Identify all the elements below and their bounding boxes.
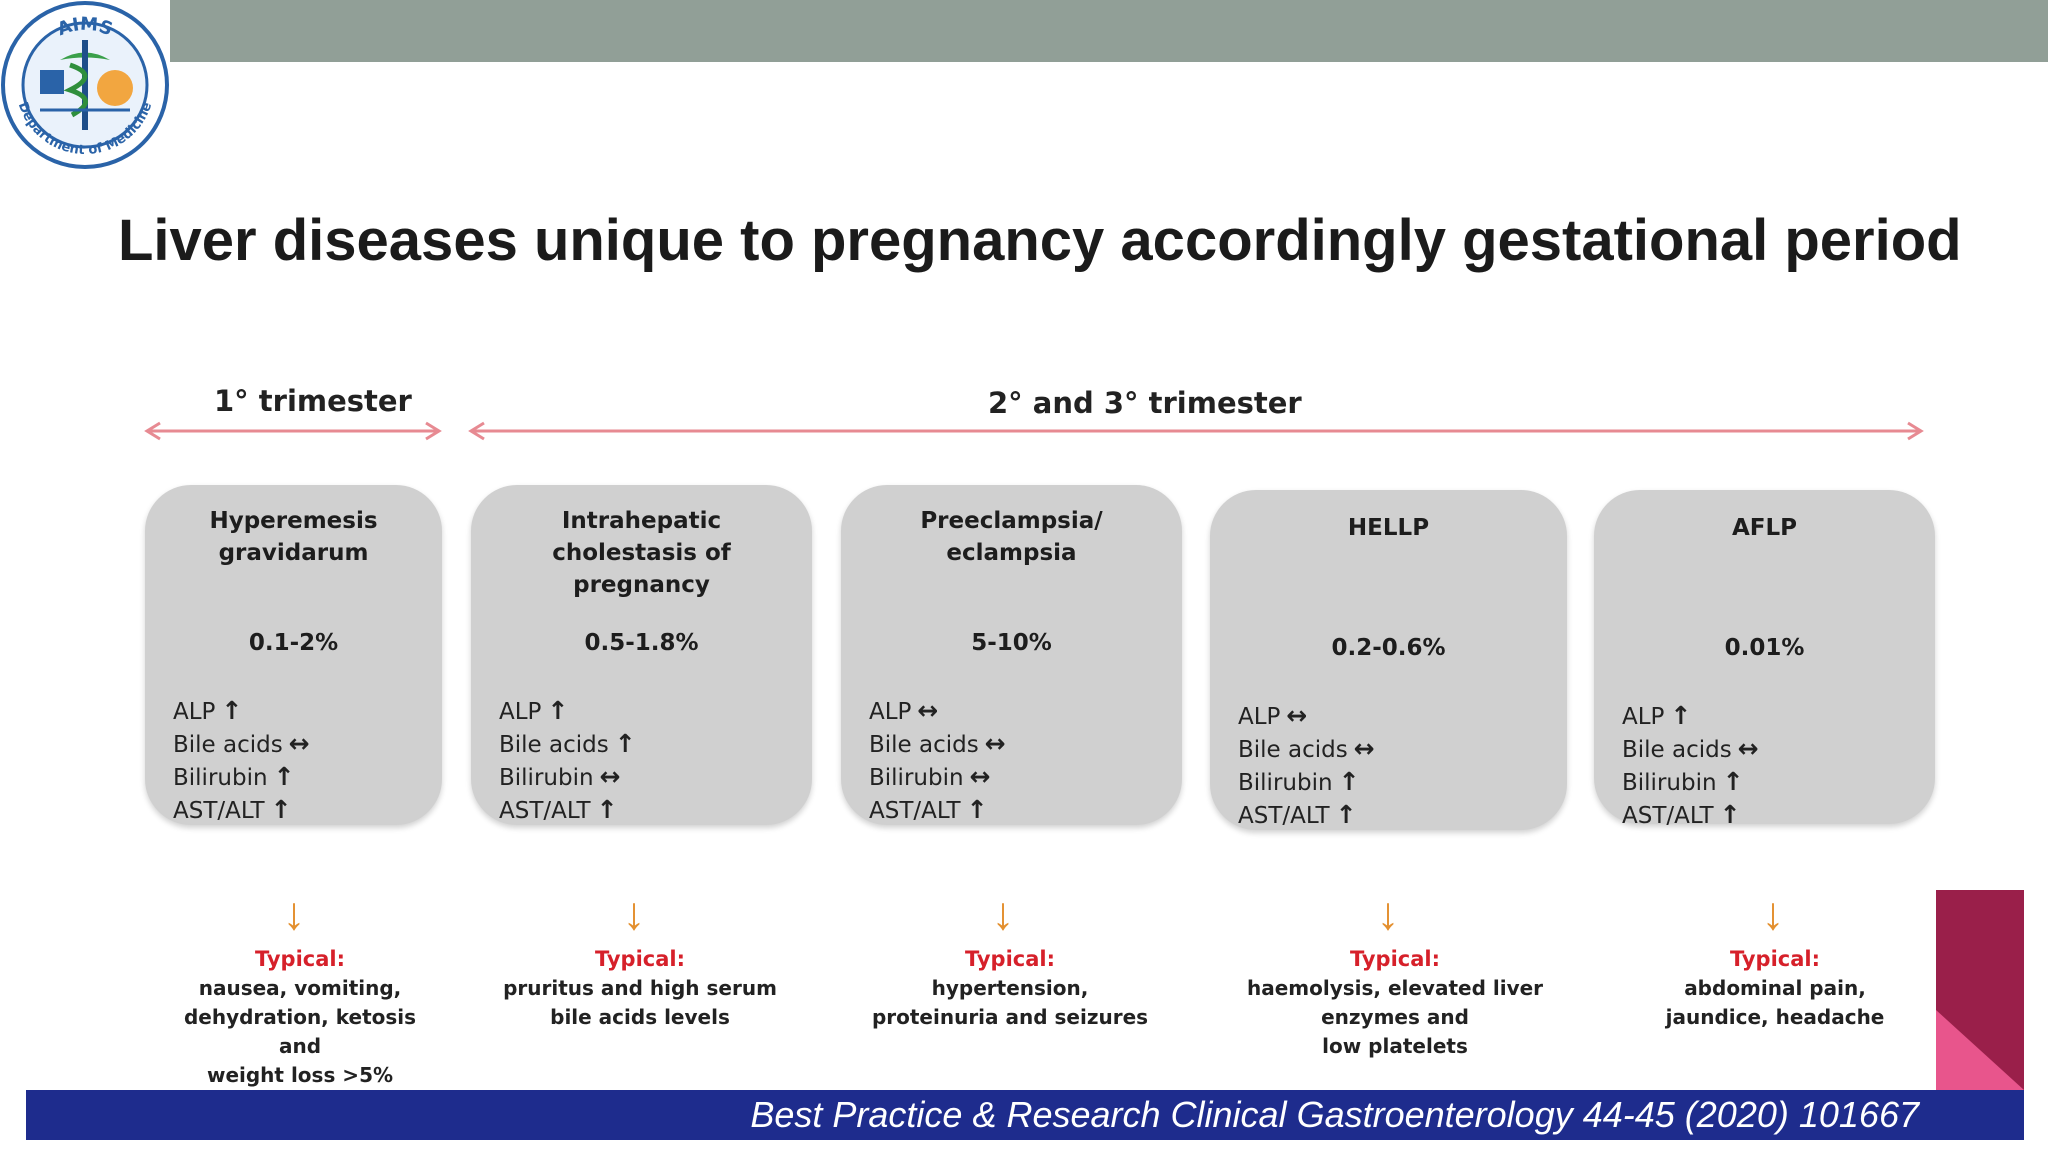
lab-row-bilirubin [1622, 766, 1759, 799]
lab-list [1238, 700, 1375, 832]
lab-name: ALP [1238, 704, 1281, 730]
disease-box-hyperemesis [145, 485, 442, 825]
lab-name: ALP [499, 699, 542, 725]
page-title: Liver diseases unique to pregnancy accordingly gestational period [118, 208, 1962, 273]
disease-prevalence: 5-10% [971, 630, 1052, 656]
lab-row-bilirubin [499, 761, 636, 794]
lab-row-alp [173, 695, 310, 728]
lab-trend-arrow: ↑ [596, 795, 618, 824]
typical-text: abdominal pain, jaundice, headache [1665, 976, 1885, 1029]
typical-text: haemolysis, elevated liver enzymes and low platelets [1246, 976, 1544, 1058]
typical-hyperemesis [160, 945, 440, 1090]
disease-name: AFLP [1731, 515, 1798, 541]
lab-trend-arrow: ↔ [1353, 734, 1375, 763]
trimester-2-3-label: 2° and 3° trimester [988, 386, 1302, 420]
lab-trend-arrow: ↔ [969, 762, 991, 791]
lab-trend-arrow: ↑ [966, 795, 988, 824]
lab-trend-arrow: ↑ [547, 696, 569, 725]
disease-box-aflp [1594, 490, 1935, 829]
lab-row-ast-alt [499, 794, 636, 827]
lab-trend-arrow: ↑ [221, 696, 243, 725]
down-arrow-icon: ↓ [1376, 887, 1400, 939]
typical-label: Typical: [965, 947, 1055, 971]
down-arrow-icon: ↓ [622, 887, 646, 939]
typical-preeclampsia [850, 945, 1170, 1032]
lab-name: AST/ALT [869, 798, 961, 824]
lab-name: Bilirubin [869, 765, 964, 791]
lab-row-alp [499, 695, 636, 728]
lab-list [499, 695, 636, 827]
disease-prevalence: 0.01% [1724, 635, 1805, 661]
timeline-arrows [0, 0, 2048, 460]
lab-list [1622, 700, 1759, 832]
lab-row-alp [1238, 700, 1375, 733]
lab-trend-arrow: ↔ [599, 762, 621, 791]
typical-aflp [1615, 945, 1935, 1032]
typical-label: Typical: [1730, 947, 1820, 971]
lab-name: Bile acids [1622, 737, 1732, 763]
lab-row-bilirubin [173, 761, 310, 794]
lab-name: AST/ALT [1622, 803, 1714, 829]
typical-label: Typical: [1350, 947, 1440, 971]
lab-name: Bilirubin [1622, 770, 1717, 796]
typical-label: Typical: [595, 947, 685, 971]
lab-name: Bile acids [869, 732, 979, 758]
lab-name: AST/ALT [173, 798, 265, 824]
corner-accent [1936, 1010, 2024, 1090]
lab-row-bile-acids [499, 728, 636, 761]
lab-name: AST/ALT [499, 798, 591, 824]
typical-label: Typical: [255, 947, 345, 971]
down-arrow-icon: ↓ [991, 887, 1015, 939]
lab-trend-arrow: ↑ [1338, 767, 1360, 796]
lab-name: Bilirubin [173, 765, 268, 791]
disease-name: Hyperemesis gravidarum [209, 508, 378, 566]
lab-row-bile-acids [1238, 733, 1375, 766]
trimester-1-arrow [147, 423, 439, 439]
lab-name: ALP [869, 699, 912, 725]
typical-text: hypertension, proteinuria and seizures [871, 976, 1149, 1029]
lab-row-ast-alt [1238, 799, 1375, 832]
lab-row-bilirubin [1238, 766, 1375, 799]
citation-text: Best Practice & Research Clinical Gastroenterology 44-45 (2020) 101667 [750, 1094, 1919, 1135]
down-arrow-icon: ↓ [282, 887, 306, 939]
lab-row-bile-acids [869, 728, 1006, 761]
lab-row-alp [1622, 700, 1759, 733]
lab-trend-arrow: ↑ [1335, 800, 1357, 829]
lab-trend-arrow: ↑ [273, 762, 295, 791]
lab-row-bile-acids [1622, 733, 1759, 766]
trimester-1-label: 1° trimester [214, 384, 412, 418]
disease-prevalence: 0.1-2% [248, 630, 339, 656]
lab-trend-arrow: ↔ [288, 729, 310, 758]
lab-row-alp [869, 695, 1006, 728]
lab-name: ALP [173, 699, 216, 725]
disease-box-preeclampsia [841, 485, 1182, 825]
lab-name: Bilirubin [499, 765, 594, 791]
disease-name: Preeclampsia/ eclampsia [920, 508, 1103, 566]
lab-name: Bilirubin [1238, 770, 1333, 796]
lab-trend-arrow: ↔ [984, 729, 1006, 758]
lab-name: Bile acids [499, 732, 609, 758]
lab-trend-arrow: ↑ [270, 795, 292, 824]
lab-trend-arrow: ↔ [1286, 701, 1308, 730]
lab-row-bilirubin [869, 761, 1006, 794]
lab-list [869, 695, 1006, 827]
disease-box-hellp [1210, 490, 1567, 830]
down-arrow-icon: ↓ [1761, 887, 1785, 939]
lab-row-bile-acids [173, 728, 310, 761]
disease-box-icp [471, 485, 812, 825]
lab-trend-arrow: ↑ [1719, 800, 1741, 829]
lab-row-ast-alt [173, 794, 310, 827]
disease-prevalence: 0.5-1.8% [584, 630, 699, 656]
lab-trend-arrow: ↔ [917, 696, 939, 725]
typical-text: nausea, vomiting, dehydration, ketosis and weight loss >5% [183, 976, 417, 1087]
lab-trend-arrow: ↑ [1670, 701, 1692, 730]
lab-trend-arrow: ↑ [614, 729, 636, 758]
disease-prevalence: 0.2-0.6% [1331, 635, 1446, 661]
typical-hellp [1225, 945, 1565, 1061]
disease-name: HELLP [1347, 515, 1430, 541]
lab-list [173, 695, 310, 827]
lab-trend-arrow: ↔ [1737, 734, 1759, 763]
typical-icp [480, 945, 800, 1032]
logo-top-text: AIMS [54, 13, 116, 41]
lab-name: Bile acids [1238, 737, 1348, 763]
lab-trend-arrow: ↑ [1722, 767, 1744, 796]
trimester-2-3-arrow [471, 423, 1921, 439]
citation-footer [26, 1090, 2024, 1140]
lab-name: AST/ALT [1238, 803, 1330, 829]
lab-row-ast-alt [869, 794, 1006, 827]
logo-ring-text: Department of Medicine [14, 100, 156, 159]
lab-name: Bile acids [173, 732, 283, 758]
disease-name: Intrahepatic cholestasis of pregnancy [552, 508, 731, 598]
typical-text: pruritus and high serum bile acids levels [503, 976, 777, 1029]
lab-row-ast-alt [1622, 799, 1759, 832]
lab-name: ALP [1622, 704, 1665, 730]
